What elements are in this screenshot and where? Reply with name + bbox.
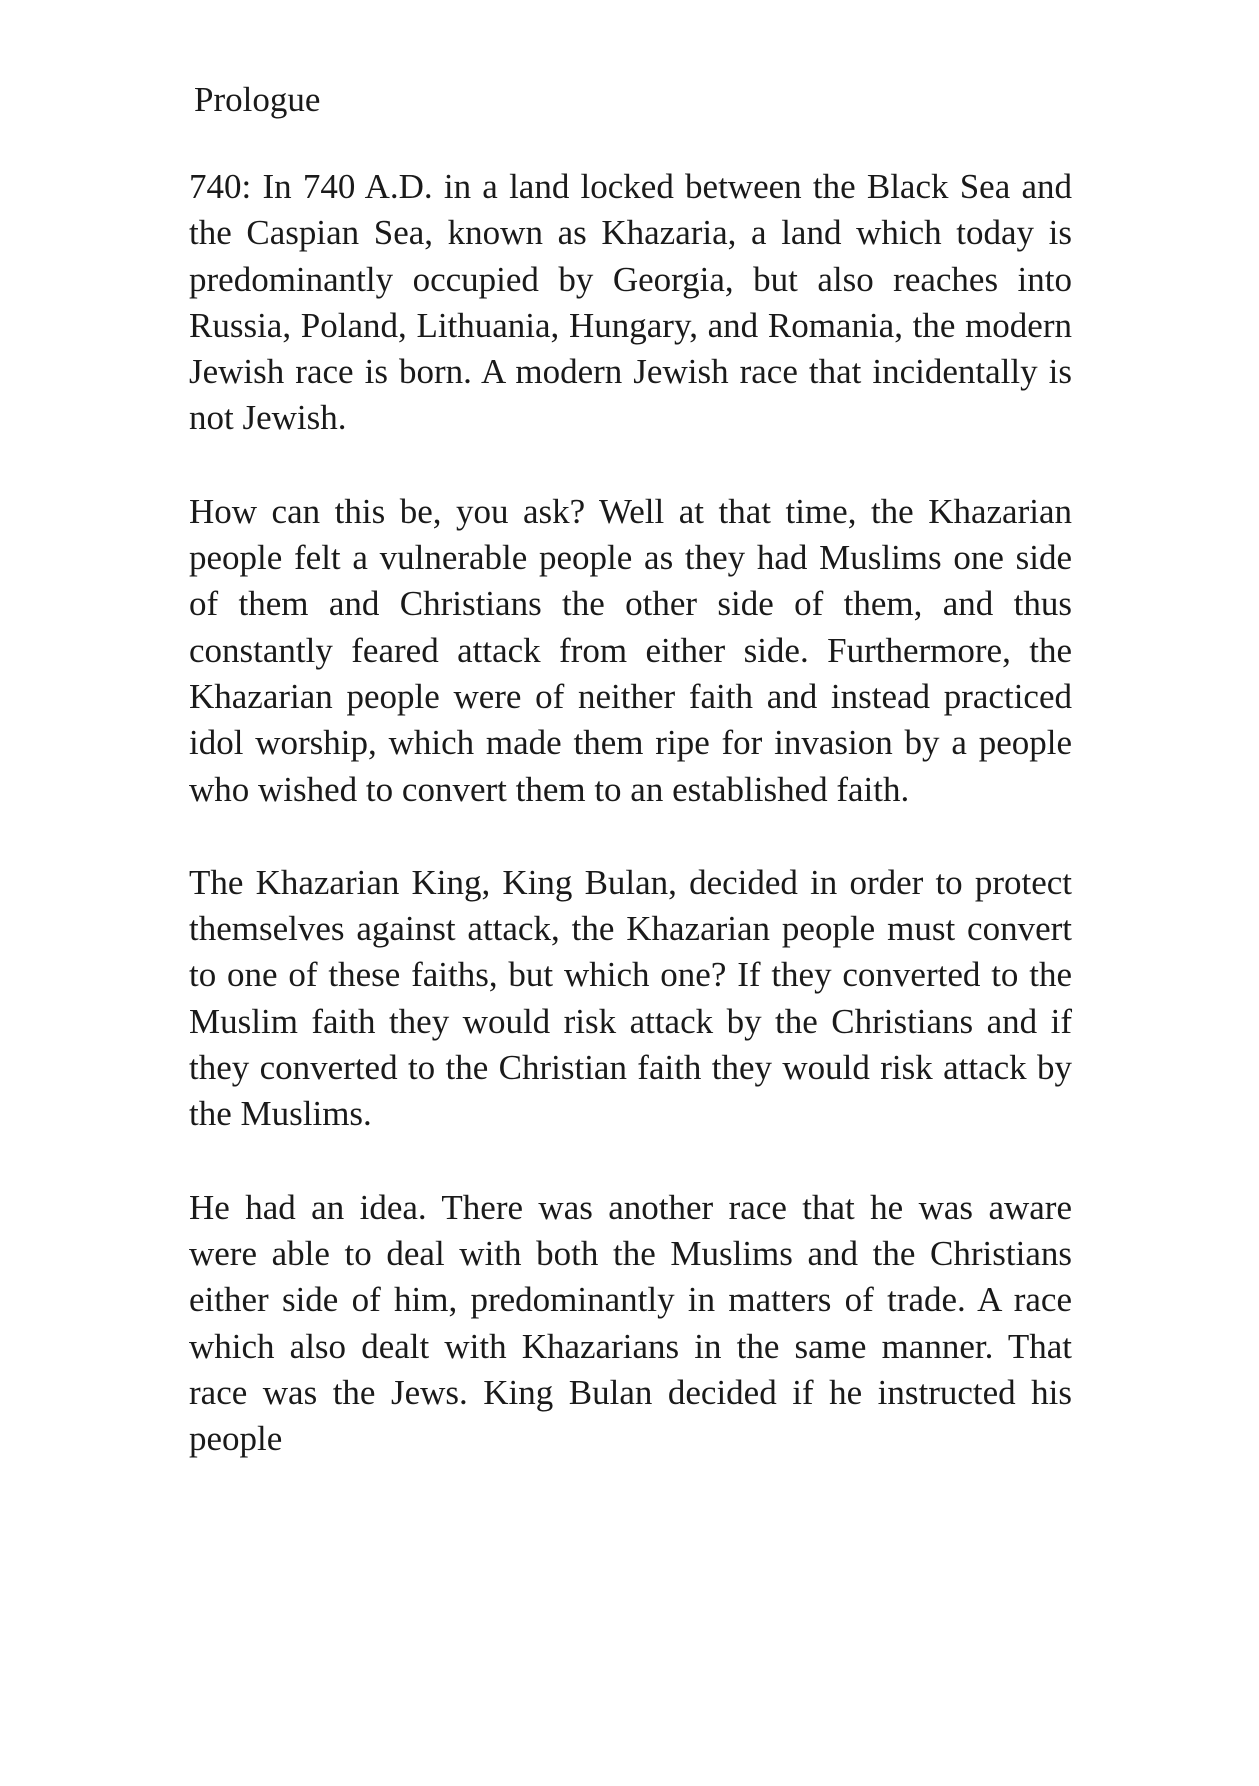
page-heading: Prologue (194, 80, 321, 119)
paragraph-2: How can this be, you ask? Well at that time, the Khazarian people felt a vulnerable people as they had Muslims one side of them and Christians the other side of them, and thus constantly feared attack from either side. Furthermore, the Khazarian people were of neither faith and instead practiced idol worship, which made them ripe for invasion by a people who wished to convert them to an established faith. (189, 491, 1072, 809)
body-text (189, 164, 1072, 1509)
paragraph-3: The Khazarian King, King Bulan, decided in order to protect themselves against attack, the Khazarian people must convert to one of these faiths, but which one? If they converted to the Muslim faith they would risk attack by the Christians and if they converted to the Christian faith they would risk attack by the Muslims. (189, 862, 1072, 1134)
paragraph-4: He had an idea. There was another race that he was aware were able to deal with both the Muslims and the Christians either side of him, predominantly in matters of trade. A race which also dealt with Khazarians in the same manner. That race was the Jews. King Bulan decided if he instructed his people (189, 1187, 1072, 1459)
paragraph-1: 740: In 740 A.D. in a land locked between the Black Sea and the Caspian Sea, known as Khazaria, a land which today is predominantly occupied by Georgia, but also reaches into Russia, Poland, Lithuania, Hungary, and Romania, the modern Jewish race is born. A modern Jewish race that incidentally is not Jewish. (189, 167, 1072, 438)
